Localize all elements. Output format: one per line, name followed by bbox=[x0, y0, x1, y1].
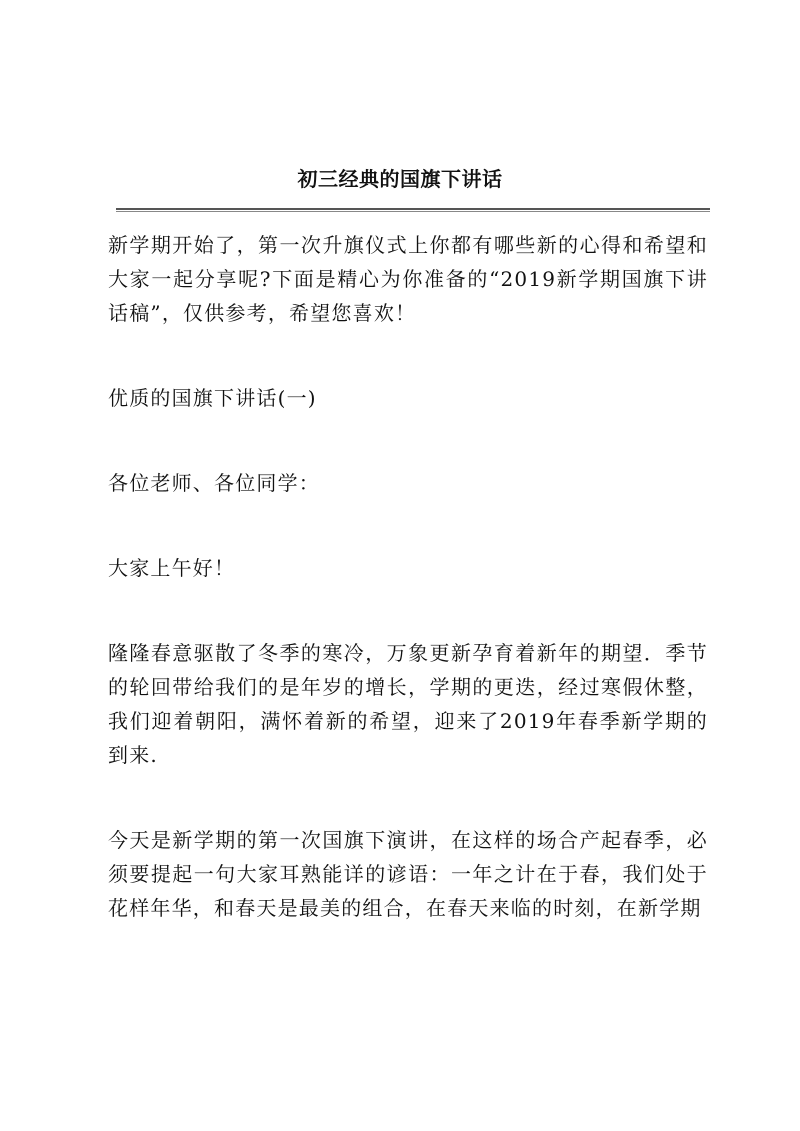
document-body bbox=[108, 228, 708, 925]
intro-paragraph: 新学期开始了，第一次升旗仪式上你都有哪些新的心得和希望和大家一起分享呢?下面是精心为你准备的“2019新学期国旗下讲话稿”，仅供参考，希望您喜欢！ bbox=[108, 233, 708, 325]
title-divider bbox=[116, 208, 710, 212]
speech-heading: 优质的国旗下讲话(一) bbox=[108, 386, 317, 410]
document-title: 初三经典的国旗下讲话 bbox=[297, 167, 503, 191]
body-paragraph-2: 今天是新学期的第一次国旗下演讲，在这样的场合产起春季，必须要提起一句大家耳熟能详的谚语：一年之计在于春，我们处于花样年华，和春天是最美的组合，在春天来临的时刻，在新学期 bbox=[108, 828, 708, 920]
greeting: 大家上午好！ bbox=[108, 556, 236, 580]
salutation: 各位老师、各位同学： bbox=[108, 471, 320, 495]
body-paragraph-1: 隆隆春意驱散了冬季的寒冷，万象更新孕育着新年的期望．季节的轮回带给我们的是年岁的增长，学期的更迭，经过寒假休整，我们迎着朝阳，满怀着新的希望，迎来了2019年春季新学期的到来. bbox=[108, 641, 708, 767]
